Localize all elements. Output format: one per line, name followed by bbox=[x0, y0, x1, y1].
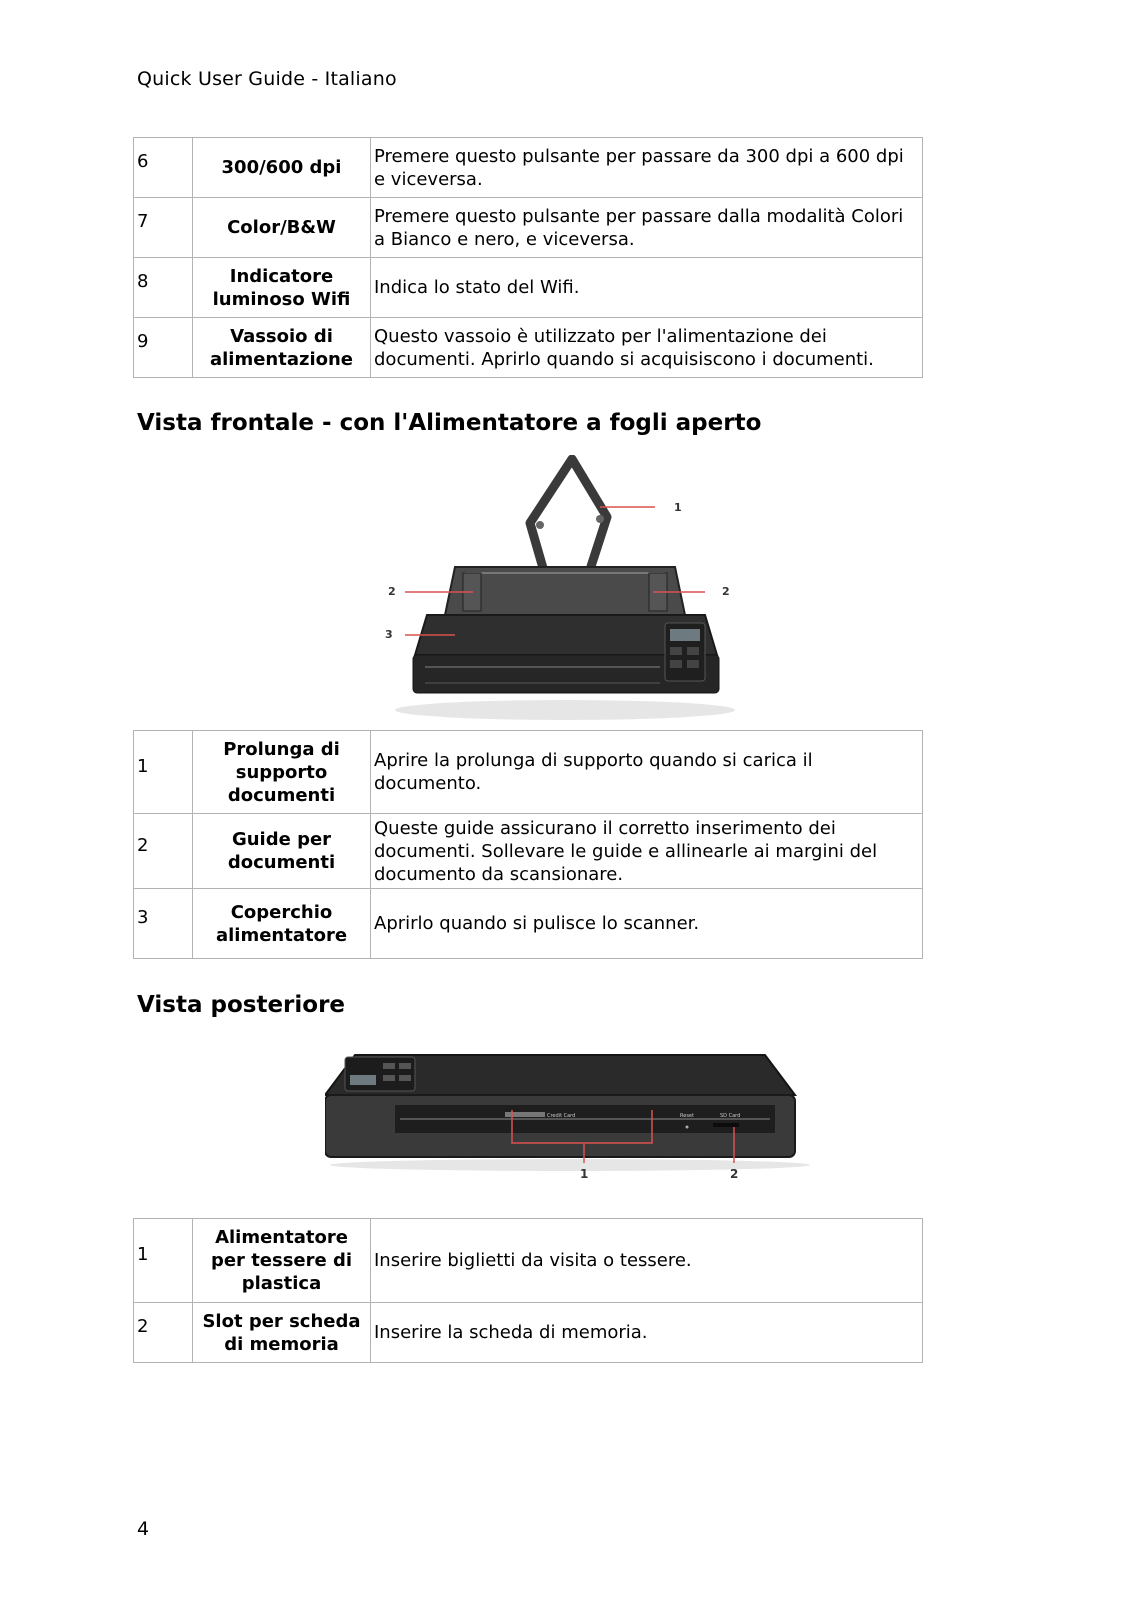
reset-label: Reset bbox=[680, 1113, 694, 1119]
row-name: Color/B&W bbox=[193, 198, 371, 258]
row-name: 300/600 dpi bbox=[193, 138, 371, 198]
row-number: 7 bbox=[134, 198, 193, 258]
spec-table-top bbox=[133, 137, 923, 378]
table-row bbox=[134, 889, 923, 959]
row-description: Questo vassoio è utilizzato per l'alimentazione dei documenti. Aprirlo quando si acquisiscono i documenti. bbox=[371, 318, 923, 378]
row-name: Slot per scheda di memoria bbox=[193, 1303, 371, 1363]
row-name: Coperchio alimentatore bbox=[193, 889, 371, 959]
callout-label: 1 bbox=[674, 501, 682, 514]
row-name: Alimentatore per tessere di plastica bbox=[193, 1219, 371, 1303]
page-number: 4 bbox=[137, 1518, 150, 1540]
row-number: 2 bbox=[134, 814, 193, 889]
callout-label: 2 bbox=[730, 1167, 739, 1181]
row-description: Premere questo pulsante per passare dalla modalità Colori a Bianco e nero, e viceversa. bbox=[371, 198, 923, 258]
row-number: 1 bbox=[134, 731, 193, 814]
sd-card-slot bbox=[713, 1123, 739, 1127]
table-row bbox=[134, 318, 923, 378]
scanner-rear-illustration bbox=[325, 1045, 815, 1215]
row-description: Premere questo pulsante per passare da 300 dpi a 600 dpi e viceversa. bbox=[371, 138, 923, 198]
reset-hole bbox=[686, 1126, 689, 1129]
section-title-rear: Vista posteriore bbox=[137, 992, 346, 1018]
spec-table-front bbox=[133, 730, 923, 959]
callout-label: 2 bbox=[388, 585, 396, 598]
row-name: Indicatore luminoso Wifi bbox=[193, 258, 371, 318]
table-row bbox=[134, 258, 923, 318]
row-number: 3 bbox=[134, 889, 193, 959]
table-row bbox=[134, 1219, 923, 1303]
row-number: 1 bbox=[134, 1219, 193, 1303]
row-description: Aprirlo quando si pulisce lo scanner. bbox=[371, 889, 923, 959]
callout-label: 3 bbox=[385, 628, 393, 641]
callout-label: 2 bbox=[722, 585, 730, 598]
spec-table-rear bbox=[133, 1218, 923, 1363]
row-number: 9 bbox=[134, 318, 193, 378]
shadow bbox=[395, 700, 735, 720]
callout-label: 1 bbox=[580, 1167, 589, 1181]
row-description: Inserire biglietti da visita o tessere. bbox=[371, 1219, 923, 1303]
table-row bbox=[134, 198, 923, 258]
row-description: Queste guide assicurano il corretto inserimento dei documenti. Sollevare le guide e allinearle ai margini del documento da scansionare. bbox=[371, 814, 923, 889]
row-name: Prolunga di supporto documenti bbox=[193, 731, 371, 814]
row-description: Indica lo stato del Wifi. bbox=[371, 258, 923, 318]
running-header: Quick User Guide - Italiano bbox=[137, 68, 397, 90]
section-title-front: Vista frontale - con l'Alimentatore a fogli aperto bbox=[137, 410, 762, 436]
scanner-front-illustration bbox=[385, 455, 745, 725]
row-name: Vassoio di alimentazione bbox=[193, 318, 371, 378]
table-row bbox=[134, 138, 923, 198]
control-panel bbox=[345, 1057, 415, 1091]
table-row bbox=[134, 814, 923, 889]
table-row bbox=[134, 731, 923, 814]
sd-card-label: SD Card bbox=[720, 1113, 741, 1119]
table-row bbox=[134, 1303, 923, 1363]
row-number: 2 bbox=[134, 1303, 193, 1363]
row-name: Guide per documenti bbox=[193, 814, 371, 889]
row-description: Aprire la prolunga di supporto quando si carica il documento. bbox=[371, 731, 923, 814]
row-number: 8 bbox=[134, 258, 193, 318]
row-description: Inserire la scheda di memoria. bbox=[371, 1303, 923, 1363]
row-number: 6 bbox=[134, 138, 193, 198]
credit-card-label: Credit Card bbox=[547, 1113, 576, 1119]
